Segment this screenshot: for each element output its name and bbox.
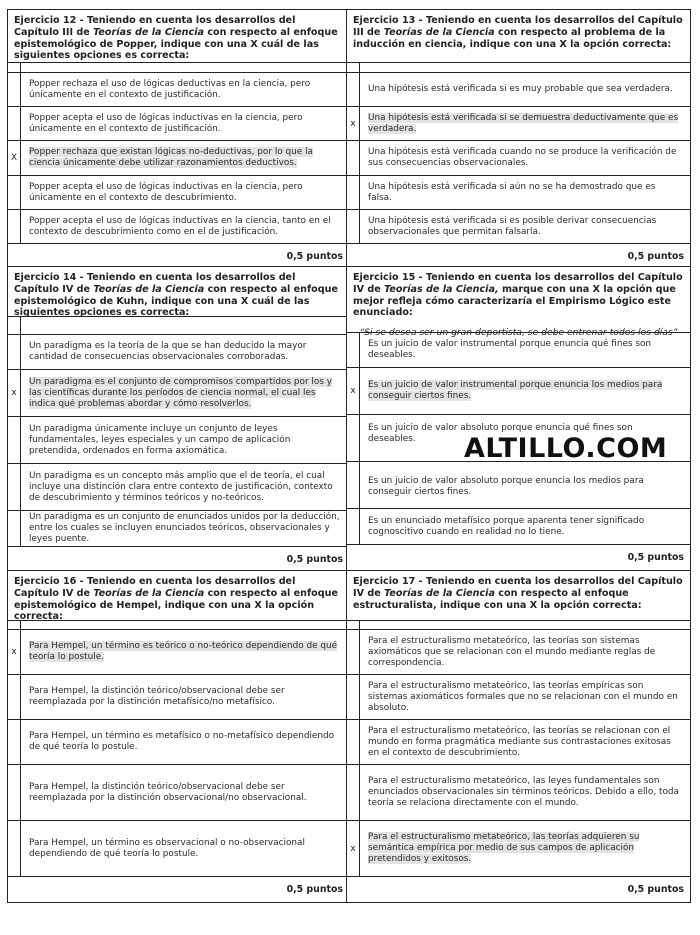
option[interactable]: Es un juicio de valor instrumental porque enuncia qué fines son deseables. — [347, 333, 690, 368]
exercise-heading: Ejercicio 12 - Teniendo en cuenta los desarrollos del Capítulo III de Teorías de la Ciencia con respecto al enfoque epistemológico de Popper, indique con una X cuál de las siguientes opciones es correcta: — [8, 10, 349, 63]
option[interactable]: Una hipótesis está verificada cuando no se produce la verificación de sus consecuencias observacionales. — [347, 141, 690, 176]
answer-mark[interactable] — [347, 630, 360, 674]
option-selected[interactable]: x Es un juicio de valor instrumental porque enuncia los medios para conseguir ciertos fines. — [347, 368, 690, 415]
option[interactable]: Popper acepta el uso de lógicas inductivas en la ciencia, pero únicamente en el contexto de justificación. — [8, 107, 349, 141]
exercise-15 — [346, 266, 691, 571]
answer-mark[interactable] — [347, 141, 360, 175]
answer-mark[interactable] — [8, 73, 21, 106]
exercise-16 — [7, 570, 350, 903]
answer-mark[interactable] — [347, 675, 360, 719]
quote: “Si se desea ser un gran deportista, se debe entrenar todos los días” — [359, 327, 678, 339]
answer-mark[interactable] — [8, 176, 21, 209]
option[interactable]: Es un enunciado metafísico porque aparenta tener significado cognoscitivo cuando en realidad no lo tiene. — [347, 509, 690, 545]
answer-mark[interactable] — [8, 210, 21, 243]
exercise-17 — [346, 570, 691, 903]
answer-mark[interactable] — [347, 210, 360, 243]
answer-mark[interactable]: x — [8, 630, 21, 674]
answer-mark[interactable] — [347, 176, 360, 209]
answer-mark[interactable] — [8, 107, 21, 140]
option-selected[interactable]: x Un paradigma es el conjunto de compromisos compartidos por los y las científicas durante los períodos de ciencia normal, el cual les indica qué problemas abordar y cómo resolverlos. — [8, 370, 349, 417]
option[interactable]: Popper rechaza el uso de lógicas deductivas en la ciencia, pero únicamente en el contexto de justificación. — [8, 73, 349, 107]
answer-mark[interactable]: x — [347, 368, 360, 414]
exercise-heading: Ejercicio 14 - Teniendo en cuenta los desarrollos del Capítulo IV de Teorías de la Ciencia con respecto al enfoque epistemológico de Kuhn, indique con una X cuál de las siguientes opciones es correcta: — [8, 267, 349, 317]
option[interactable]: Para el estructuralismo metateórico, las leyes fundamentales son enunciados observacionales sin términos teóricos. Debido a ello, toda teoría se relaciona directamente con el mundo. — [347, 765, 690, 821]
answer-mark[interactable] — [347, 73, 360, 106]
exercise-heading: Ejercicio 16 - Teniendo en cuenta los desarrollos del Capítulo IV de Teorías de la Ciencia con respecto al enfoque epistemológico de Hempel, indique con una X la opción correcta: — [8, 571, 349, 621]
option-selected[interactable]: x Para el estructuralismo metateórico, las teorías adquieren su semántica empírica por medio de sus campos de aplicación pretendidos y exitosos. — [347, 821, 690, 877]
option[interactable]: Para Hempel, la distinción teórico/observacional debe ser reemplazada por la distinción metafísico/no metafísico. — [8, 675, 349, 720]
option[interactable]: Un paradigma únicamente incluye un conjunto de leyes fundamentales, leyes especiales y un campo de aplicación pretendida, ordenados en forma axiomática. — [8, 417, 349, 464]
option-selected[interactable]: x Una hipótesis está verificada si se demuestra deductivamente que es verdadera. — [347, 107, 690, 141]
option[interactable]: Es un juicio de valor absoluto porque enuncia los medios para conseguir ciertos fines. — [347, 462, 690, 509]
answer-mark[interactable] — [8, 765, 21, 820]
answer-mark[interactable] — [347, 462, 360, 508]
points-label: 0,5 puntos — [627, 251, 684, 262]
option[interactable]: Un paradigma es la teoría de la que se han deducido la mayor cantidad de consecuencias observacionales corroboradas. — [8, 335, 349, 370]
answer-mark[interactable] — [8, 464, 21, 510]
answer-mark[interactable] — [8, 675, 21, 719]
option-selected[interactable]: X Popper rechaza que existan lógicas no-deductivas, por lo que la ciencia únicamente debe utilizar razonamientos deductivos. — [8, 141, 349, 176]
answer-mark[interactable] — [8, 417, 21, 463]
points-label: 0,5 puntos — [286, 884, 343, 895]
answer-mark[interactable]: X — [8, 141, 21, 175]
points-label: 0,5 puntos — [286, 554, 343, 565]
answer-mark[interactable] — [347, 765, 360, 820]
points-label: 0,5 puntos — [627, 552, 684, 563]
answer-mark[interactable] — [347, 509, 360, 544]
answer-mark[interactable] — [8, 720, 21, 764]
option[interactable]: Un paradigma es un concepto más amplio que el de teoría, el cual incluye una distinción clara entre contexto de justificación, contexto de descubrimiento y términos teóricos y no-teóricos. — [8, 464, 349, 511]
watermark-logo: ALTILLO.COM — [464, 433, 668, 464]
option[interactable]: Para el estructuralismo metateórico, las teorías son sistemas axiomáticos que se relacionan con el mundo mediante reglas de correspondencia. — [347, 630, 690, 675]
exercise-14 — [7, 266, 350, 571]
option[interactable]: Para Hempel, un término es metafísico o no-metafísico dependiendo de qué teoría lo postule. — [8, 720, 349, 765]
exercise-13 — [346, 9, 691, 267]
answer-mark[interactable]: x — [347, 821, 360, 876]
answer-mark[interactable] — [347, 333, 360, 367]
exercise-heading: Ejercicio 15 - Teniendo en cuenta los desarrollos del Capítulo IV de Teorías de la Ciencia, marque con una X la opción que mejor refleja cómo caracterizaría el Empirismo Lógico este enunciado: “Si se desea ser un gran deportista, se debe entrenar todos los días” — [347, 267, 690, 333]
option[interactable]: Para el estructuralismo metateórico, las teorías empíricas son sistemas axiomáticos formales que no se relacionan con el mundo en absoluto. — [347, 675, 690, 720]
answer-mark[interactable] — [8, 335, 21, 369]
points-label: 0,5 puntos — [627, 884, 684, 895]
option[interactable]: Una hipótesis está verificada si es muy probable que sea verdadera. — [347, 73, 690, 107]
answer-mark[interactable] — [347, 415, 360, 461]
exercise-heading: Ejercicio 17 - Teniendo en cuenta los desarrollos del Capítulo IV de Teorías de la Ciencia con respecto al enfoque estructuralista, indique con una X la opción correcta: — [347, 571, 690, 621]
exercise-heading: Ejercicio 13 - Teniendo en cuenta los desarrollos del Capítulo III de Teorías de la Ciencia con respecto al problema de la inducción en ciencia, indique con una X la opción correcta: — [347, 10, 690, 63]
answer-mark[interactable]: x — [347, 107, 360, 140]
answer-mark[interactable]: x — [8, 370, 21, 416]
option[interactable]: Una hipótesis está verificada si es posible derivar consecuencias observacionales que permitan falsarla. — [347, 210, 690, 244]
answer-mark[interactable] — [347, 720, 360, 764]
option[interactable]: Es un juicio de valor absoluto porque enuncia qué fines son deseables. — [347, 415, 690, 462]
option[interactable]: Un paradigma es un conjunto de enunciados unidos por la deducción, entre los cuales se incluyen enunciados teóricos, observacionales y leyes puente. — [8, 511, 349, 547]
points-label: 0,5 puntos — [286, 251, 343, 262]
answer-mark[interactable] — [8, 821, 21, 876]
option[interactable]: Para Hempel, la distinción teórico/observacional debe ser reemplazada por la distinción observacional/no observacional. — [8, 765, 349, 821]
option[interactable]: Una hipótesis está verificada si aún no se ha demostrado que es falsa. — [347, 176, 690, 210]
exercise-12 — [7, 9, 350, 267]
option-selected[interactable]: x Para Hempel, un término es teórico o no-teórico dependiendo de qué teoría lo postule. — [8, 630, 349, 675]
option[interactable]: Para el estructuralismo metateórico, las teorías se relacionan con el mundo en forma pragmática mediante sus contrastaciones exitosas en el contexto de descubrimiento. — [347, 720, 690, 765]
option[interactable]: Popper acepta el uso de lógicas inductivas en la ciencia, pero únicamente en el contexto de descubrimiento. — [8, 176, 349, 210]
answer-mark[interactable] — [8, 511, 21, 546]
option[interactable]: Para Hempel, un término es observacional o no-observacional dependiendo de qué teoría lo postule. — [8, 821, 349, 877]
option[interactable]: Popper acepta el uso de lógicas inductivas en la ciencia, tanto en el contexto de descubrimiento como en el de justificación. — [8, 210, 349, 244]
